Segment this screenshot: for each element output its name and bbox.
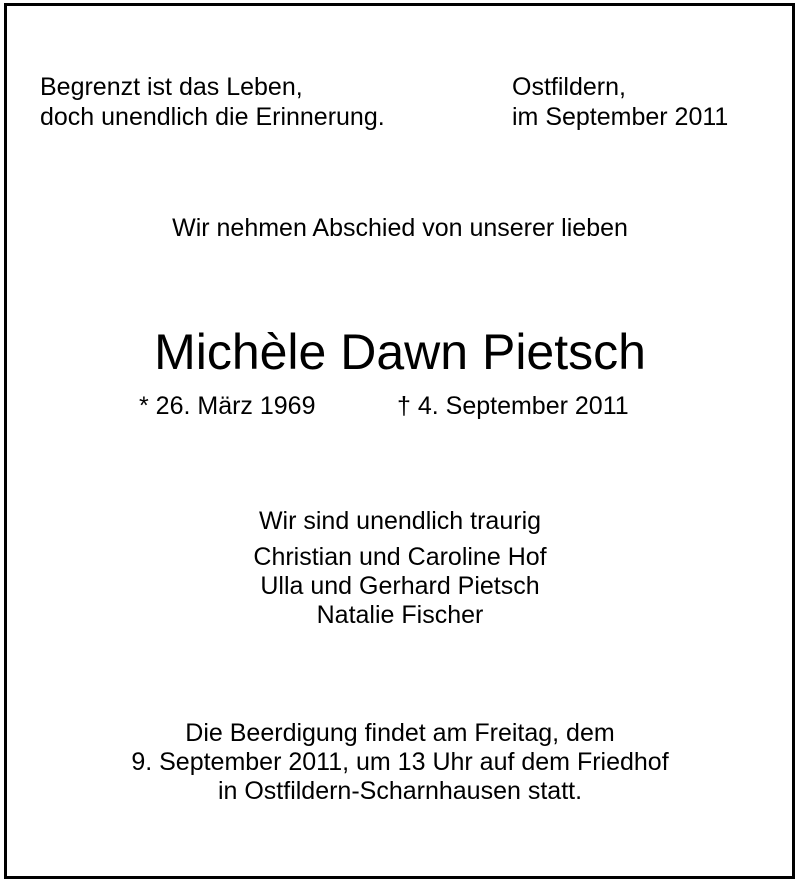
place-date <box>512 72 728 132</box>
place-line: Ostfildern, <box>512 73 626 101</box>
death-date: † 4. September 2011 <box>397 392 629 420</box>
mourners-list <box>0 543 800 630</box>
birth-date: * 26. März 1969 <box>139 392 316 420</box>
quote <box>40 72 385 132</box>
funeral-info <box>0 719 800 806</box>
intro-text: Wir nehmen Abschied von unserer lieben <box>172 214 628 242</box>
deceased-name: Michèle Dawn Pietsch <box>154 324 646 380</box>
place-line: im September 2011 <box>512 103 729 131</box>
mourner: Natalie Fischer <box>316 601 484 629</box>
quote-line: doch unendlich die Erinnerung. <box>40 103 385 131</box>
funeral-line: in Ostfildern-Scharnhausen statt. <box>217 777 583 805</box>
funeral-line: Die Beerdigung findet am Freitag, dem <box>185 719 615 747</box>
funeral-line: 9. September 2011, um 13 Uhr auf dem Friedhof <box>131 748 669 776</box>
mourner: Ulla und Gerhard Pietsch <box>260 572 540 600</box>
mourner: Christian und Caroline Hof <box>253 543 547 571</box>
quote-line: Begrenzt ist das Leben, <box>40 73 303 101</box>
grief-line: Wir sind unendlich traurig <box>258 507 542 535</box>
